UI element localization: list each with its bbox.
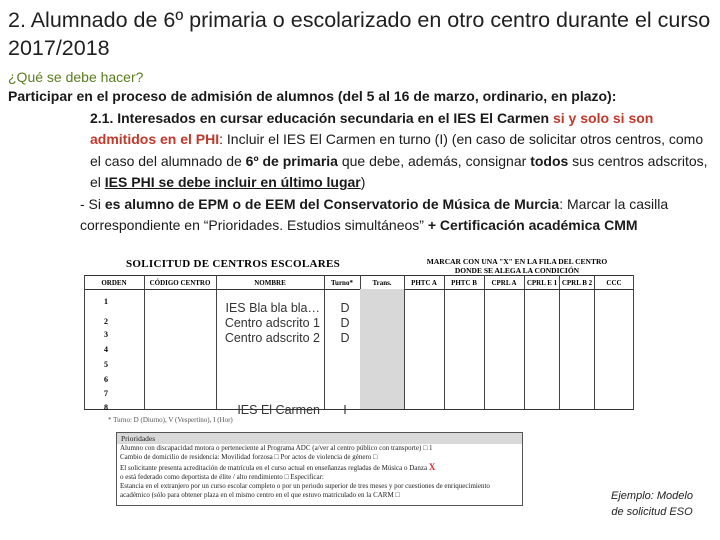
divider xyxy=(633,275,634,409)
bold-run: es alumno de EPM o de EEM del Conservatorio de Música de Murcia xyxy=(104,195,560,212)
column-header-phtc-a: PHTC A xyxy=(411,279,437,287)
highlight-phi: si y solo si son admitidos en el PHI xyxy=(90,109,654,147)
text-run: ) xyxy=(360,174,366,190)
column-header-ccc: CCC xyxy=(606,279,622,287)
condition-header-line: MARCAR CON UNA "X" EN LA FILA DEL CENTRO xyxy=(426,257,608,266)
underlined-run: IES PHI se debe incluir en último lugar xyxy=(104,174,361,190)
school-name: Centro adscrito 1 xyxy=(224,316,320,330)
column-header-codigo: CÓDIGO CENTRO xyxy=(149,279,211,287)
divider xyxy=(484,275,485,409)
priority-line: académico (sólo para obtener plaza en el mismo centro en el que estuvo matriculado en la CARM □ xyxy=(120,491,400,500)
checkbox-mark: X xyxy=(428,462,436,472)
turno-value: I xyxy=(343,403,347,417)
bold-run: + Certificación académica CMM xyxy=(427,217,638,233)
divider xyxy=(324,275,325,409)
divider xyxy=(559,275,560,409)
example-caption xyxy=(590,488,714,520)
divider xyxy=(84,289,634,290)
priority-text: El solicitante presenta acreditación de matrícula en el curso actual en enseñanzas regladas de Música o Danza xyxy=(120,463,429,472)
column-header-orden: ORDEN xyxy=(101,279,127,287)
text-run: : Incluir el IES El Carmen en turno (I) (en caso de solicitar otros centros, como el caso del alumnado de xyxy=(90,131,704,169)
column-header-turno: Turno* xyxy=(331,279,353,287)
divider xyxy=(84,409,634,410)
application-form-image xyxy=(84,255,634,435)
row-number: 6 xyxy=(104,375,108,384)
text-run: sus centros adscritos, el xyxy=(90,152,708,190)
priority-line: o está federado como deportista de élite / alto rendimiento □ Especificar: xyxy=(120,472,324,481)
column-header-cprl-b2: CPRL B 2 xyxy=(561,279,593,287)
text-run: 2.1. Interesados en cursar educación secundaria en el IES El Carmen xyxy=(90,109,553,126)
form-title: SOLICITUD DE CENTROS ESCOLARES xyxy=(126,258,341,270)
divider xyxy=(524,275,525,409)
row-number: 5 xyxy=(104,360,108,369)
divider xyxy=(594,275,595,409)
priorities-box xyxy=(116,432,523,506)
column-header-trans: Trans. xyxy=(372,279,392,287)
column-header-nombre: NOMBRE xyxy=(254,279,286,287)
column-header-cprl-e1: CPRL E 1 xyxy=(526,279,558,287)
priority-line: Alumno con discapacidad motora o perteneciente al Programa ADC (a/ver al centro público con transporte) □ 1 xyxy=(120,444,433,453)
priority-line: Cambio de domicilio de residencia: Movilidad forzosa □ Por actos de violencia de género □ xyxy=(120,453,378,462)
caption-line: Ejemplo: Modelo xyxy=(611,490,693,502)
text-run: : Marcar la casilla correspondiente en “Prioridades. Estudios simultáneos” xyxy=(80,195,669,233)
subtitle: ¿Qué se debe hacer? xyxy=(8,69,144,85)
paragraph-1: Participar en el proceso de admisión de alumnos (del 5 al 16 de marzo, ordinario, en plazo): xyxy=(8,88,617,104)
bold-run: 6º de primaria xyxy=(245,152,338,169)
divider xyxy=(84,275,85,409)
priority-line xyxy=(117,463,522,473)
instructions-body xyxy=(8,86,712,237)
row-number: 8 xyxy=(104,403,108,412)
column-header-cprl-a: CPRL A xyxy=(491,279,517,287)
school-name: Centro adscrito 2 xyxy=(224,331,320,345)
row-number: 7 xyxy=(104,389,108,398)
caption-line: de solicitud ESO xyxy=(611,506,693,518)
page-title: 2. Alumnado de 6º primaria o escolarizado en otro centro durante el curso 2017/2018 xyxy=(8,8,711,60)
priority-line: Estancia en el extranjero por un curso escolar completo o por un periodo superior de tres meses y por cuestiones de enriquecimiento xyxy=(120,482,490,491)
turno-value: D xyxy=(340,301,350,315)
divider xyxy=(84,275,634,276)
paragraph-2 xyxy=(8,108,712,194)
condition-header xyxy=(402,257,632,275)
school-name: IES Bla bla bla… xyxy=(225,301,320,315)
condition-header-line: DONDE SE ALEGA LA CONDICIÓN xyxy=(454,266,580,275)
divider xyxy=(144,275,145,409)
form-footnote: * Turno: D (Diurno), V (Vespertino), I (Hor) xyxy=(108,416,233,424)
divider xyxy=(404,275,405,409)
bold-run: todos xyxy=(530,152,569,169)
text-run: que debe, además, consignar xyxy=(337,152,531,169)
row-number: 1 xyxy=(104,297,108,306)
row-number: 2 xyxy=(104,317,108,326)
column-header-phtc-b: PHTC B xyxy=(451,279,477,287)
row-number: 3 xyxy=(104,330,108,339)
turno-value: D xyxy=(340,331,350,345)
priorities-header: Prioridades xyxy=(117,433,522,444)
trans-column-shade xyxy=(360,289,404,409)
school-name: IES El Carmen xyxy=(237,403,320,417)
divider xyxy=(444,275,445,409)
turno-value: D xyxy=(340,316,350,330)
row-number: 4 xyxy=(104,345,108,354)
paragraph-3 xyxy=(8,194,712,237)
text-run: - Si xyxy=(80,195,105,212)
